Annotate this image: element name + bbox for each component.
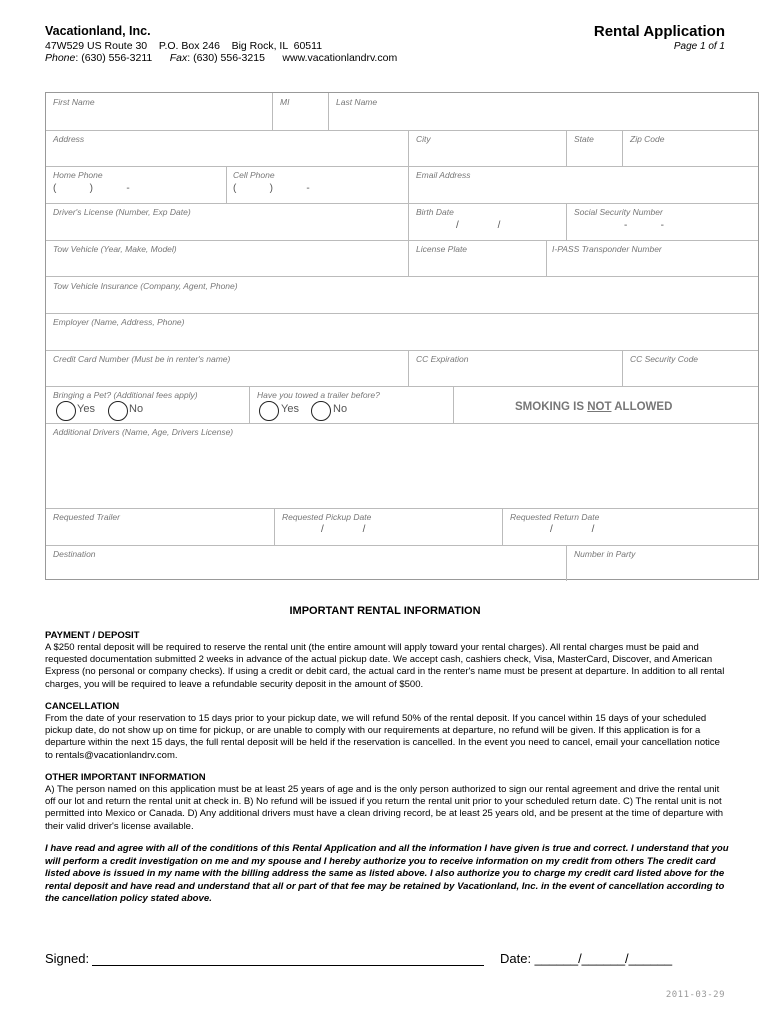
middle-initial-field[interactable]: MI <box>280 97 290 107</box>
row-divider <box>46 508 758 509</box>
agreement-statement: I have read and agree with all of the conditions of this Rental Application and all the information I have given is true and correct. I understand that you will perform a credit investigation on me and my spouse and I hereby authorize you to receive information on my credit from others The credit card listed above is issued in my name with the billing address the same as listed above. I also authorize you to charge my credit card listed above for the rental deposit and have read and understand that all or part of that fee may be retained by Vacationland, Inc. in the event of cancellation according to the cancellation policy stated above. <box>45 843 729 904</box>
additional-drivers-field[interactable]: Additional Drivers (Name, Age, Drivers License) <box>53 427 234 437</box>
fax-value: : (630) 556-3215 <box>187 52 265 64</box>
other-info-heading: OTHER IMPORTANT INFORMATION <box>45 772 206 783</box>
last-name-field[interactable]: Last Name <box>336 97 378 107</box>
phone-value: : (630) 556-3211 <box>75 52 153 64</box>
page-number: Page 1 of 1 <box>673 41 725 52</box>
col-divider <box>226 166 227 203</box>
pickup-date-mask: / / <box>321 524 366 535</box>
ssn-field[interactable]: Social Security Number <box>574 207 663 217</box>
pet-question: Bringing a Pet? (Additional fees apply) <box>53 390 198 400</box>
col-divider <box>546 240 547 276</box>
company-contact <box>45 52 397 64</box>
col-divider <box>622 350 623 386</box>
col-divider <box>408 350 409 386</box>
email-field[interactable]: Email Address <box>416 170 471 180</box>
col-divider <box>272 93 273 130</box>
payment-text: A $250 rental deposit will be required to reserve the rental unit (the entire amount will apply toward your rental charges). All rental charges must be paid and requested documentation submitted 2 weeks in advance of the actual pickup date. We accept cash, cashiers check, Visa, MasterCard, Discover, and American Express (no personal or company checks). If using a credit or debit card, the actual card in the renter's name must be present at departure. In addition to all rental charges, you will be required to leave a refundable security deposit in the amount of $500. <box>45 642 725 690</box>
towed-no-radio[interactable] <box>311 401 331 421</box>
towed-no-label: No <box>333 403 348 415</box>
pet-no-radio[interactable] <box>108 401 128 421</box>
col-divider <box>408 166 409 203</box>
other-info-text: A) The person named on this application must be at least 25 years of age and is the only person authorized to sign our rental agreement and drive the rental unit off our lot and return the rental unit at check in. B) No refund will be issued if you return the rental unit prior to your scheduled return date. C) The rental unit is not permitted into Mexico or Canada. D) Any additional drivers must have a clean driving record, be at least 25 years old, and be present at the time of departure with their valid driver's license available. <box>45 784 724 832</box>
ipass-field[interactable]: I-PASS Transponder Number <box>552 244 662 254</box>
col-divider <box>408 240 409 276</box>
col-divider <box>274 508 275 545</box>
col-divider <box>453 386 454 423</box>
fax-label: Fax <box>169 52 188 64</box>
cancellation-heading: CANCELLATION <box>45 701 120 712</box>
smoking-not: NOT <box>587 401 612 413</box>
return-date-field[interactable]: Requested Return Date <box>510 512 600 522</box>
website-link[interactable]: www.vacationlandrv.com <box>282 52 398 64</box>
row-divider <box>46 313 758 314</box>
col-divider <box>408 130 409 166</box>
return-date-mask: / / <box>550 524 595 535</box>
page-title: Rental Application <box>593 23 725 40</box>
towed-yes-radio[interactable] <box>259 401 279 421</box>
zip-code-field[interactable]: Zip Code <box>630 134 665 144</box>
pet-yes-label: Yes <box>77 403 95 415</box>
company-address: 47W529 US Route 30 P.O. Box 246 Big Rock, IL 60511 <box>45 40 323 52</box>
row-divider <box>46 276 758 277</box>
drivers-license-field[interactable]: Driver's License (Number, Exp Date) <box>53 207 191 217</box>
birth-date-field[interactable]: Birth Date <box>416 207 454 217</box>
employer-field[interactable]: Employer (Name, Address, Phone) <box>53 317 185 327</box>
tow-insurance-field[interactable]: Tow Vehicle Insurance (Company, Agent, Phone) <box>53 281 238 291</box>
requested-trailer-field[interactable]: Requested Trailer <box>53 512 120 522</box>
state-field[interactable]: State <box>574 134 594 144</box>
cell-phone-mask: ( ) - <box>233 183 310 194</box>
city-field[interactable]: City <box>416 134 431 144</box>
application-form <box>45 92 759 580</box>
towed-yes-label: Yes <box>281 403 299 415</box>
smoking-prefix: SMOKING IS <box>515 401 588 413</box>
col-divider <box>622 130 623 166</box>
col-divider <box>566 545 567 581</box>
ssn-mask: - - <box>624 220 664 231</box>
home-phone-mask: ( ) - <box>53 183 130 194</box>
phone-label: Phone <box>45 52 76 64</box>
destination-field[interactable]: Destination <box>53 549 96 559</box>
cell-phone-field[interactable]: Cell Phone <box>233 170 275 180</box>
row-divider <box>46 545 758 546</box>
cancellation-text: From the date of your reservation to 15 days prior to your pickup date, we will refund 50% of the rental deposit. If you cancel within 15 days of your scheduled pickup date, do not show up on time for pickup, or are unable to comply with our requirements at departure, no refund will be given. If this application is for a departure within the next 15 days, the full rental deposit will be held if the reservation is cancelled. In the event you need to cancel, email your cancellation notice to rentals@vacationlandrv.com. <box>45 713 720 761</box>
company-name: Vacationland, Inc. <box>45 24 151 38</box>
birth-date-mask: / / <box>456 220 501 231</box>
first-name-field[interactable]: First Name <box>53 97 95 107</box>
towed-question: Have you towed a trailer before? <box>257 390 380 400</box>
smoking-suffix: ALLOWED <box>611 401 673 413</box>
home-phone-field[interactable]: Home Phone <box>53 170 103 180</box>
col-divider <box>566 130 567 166</box>
col-divider <box>408 203 409 240</box>
smoking-notice <box>515 401 672 413</box>
col-divider <box>249 386 250 423</box>
number-in-party-field[interactable]: Number in Party <box>574 549 636 559</box>
pet-no-label: No <box>129 403 144 415</box>
payment-heading: PAYMENT / DEPOSIT <box>45 630 140 641</box>
tow-vehicle-field[interactable]: Tow Vehicle (Year, Make, Model) <box>53 244 177 254</box>
cc-expiration-field[interactable]: CC Expiration <box>416 354 469 364</box>
row-divider <box>46 386 758 387</box>
document-date-stamp: 2011-03-29 <box>665 990 725 1000</box>
license-plate-field[interactable]: License Plate <box>416 244 468 254</box>
row-divider <box>46 240 758 241</box>
pet-yes-radio[interactable] <box>56 401 76 421</box>
pickup-date-field[interactable]: Requested Pickup Date <box>282 512 372 522</box>
row-divider <box>46 130 758 131</box>
col-divider <box>328 93 329 130</box>
signature-line[interactable] <box>92 965 484 966</box>
col-divider <box>502 508 503 545</box>
row-divider <box>46 350 758 351</box>
row-divider <box>46 203 758 204</box>
cc-security-field[interactable]: CC Security Code <box>630 354 699 364</box>
address-field[interactable]: Address <box>53 134 85 144</box>
signature-date[interactable]: Date: ______/______/______ <box>500 951 673 966</box>
col-divider <box>566 203 567 240</box>
row-divider <box>46 166 758 167</box>
signature-label: Signed: <box>45 951 90 966</box>
row-divider <box>46 423 758 424</box>
rental-info-title: IMPORTANT RENTAL INFORMATION <box>289 605 481 617</box>
credit-card-field[interactable]: Credit Card Number (Must be in renter's name) <box>53 354 231 364</box>
